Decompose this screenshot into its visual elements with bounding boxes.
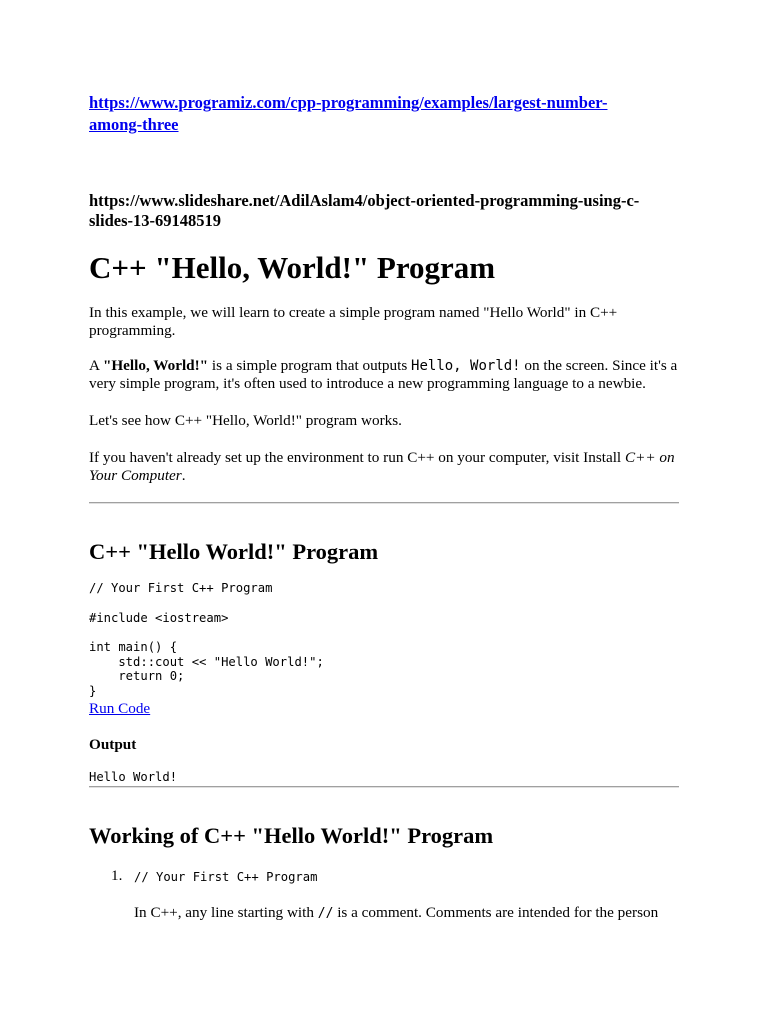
divider-1 [89, 502, 679, 504]
explanation-text-b: is a comment. Comments are intended for the person [333, 904, 659, 921]
run-code-link[interactable]: Run Code [89, 700, 151, 717]
code-comment-line: // Your First C++ Program [89, 581, 273, 595]
programiz-link-block [89, 92, 681, 136]
output-label: Output [89, 736, 137, 753]
definition-text-c: on the screen. Since it's a very simple program, it's often used to introduce a new programming language to a newbie. [89, 357, 678, 392]
list-item-explanation [134, 904, 681, 923]
programiz-link-line1[interactable]: https://www.programiz.com/cpp-programming/examples/largest-number- [89, 93, 608, 112]
section-heading-working: Working of C++ "Hello World!" Program [89, 823, 494, 848]
setup-text-a: If you haven't already set up the environment to run C++ on your computer, visit Install [89, 449, 625, 466]
lets-see-paragraph: Let's see how C++ "Hello, World!" program works. [89, 412, 402, 429]
programiz-link-line2[interactable]: among-three [89, 115, 179, 134]
output-text: Hello World! [89, 770, 178, 784]
page-title: C++ "Hello, World!" Program [89, 250, 496, 285]
code-main-block: int main() { std::cout << "Hello World!"; return 0; } [89, 640, 324, 698]
setup-text-b: . [181, 467, 186, 484]
definition-text-b: is a simple program that outputs [208, 357, 412, 374]
slideshare-url-text [89, 191, 681, 231]
hello-world-inline-code: Hello, World! [411, 358, 521, 374]
list-item-number: 1. [111, 867, 123, 884]
list-item-code: // Your First C++ Program [134, 870, 318, 884]
section-heading-program: C++ "Hello World!" Program [89, 539, 379, 564]
slideshare-url-line2: slides-13-69148519 [89, 211, 221, 230]
definition-text-a: A [89, 357, 103, 374]
programiz-link[interactable] [89, 93, 607, 134]
intro-paragraph: In this example, we will learn to create a simple program named "Hello World" in C++ programming. [89, 304, 618, 339]
setup-paragraph [89, 449, 681, 485]
divider-2 [89, 786, 679, 788]
hello-world-bold: "Hello, World!" [102, 357, 209, 374]
definition-paragraph [89, 357, 681, 393]
explanation-text-a: In C++, any line starting with [134, 904, 318, 921]
install-cpp-italic: C++ on Your Computer [89, 449, 675, 484]
slideshare-url-line1: https://www.slideshare.net/AdilAslam4/object-oriented-programming-using-c- [89, 191, 640, 210]
code-include-line: #include <iostream> [89, 611, 229, 625]
comment-slashes-code: // [317, 906, 334, 921]
